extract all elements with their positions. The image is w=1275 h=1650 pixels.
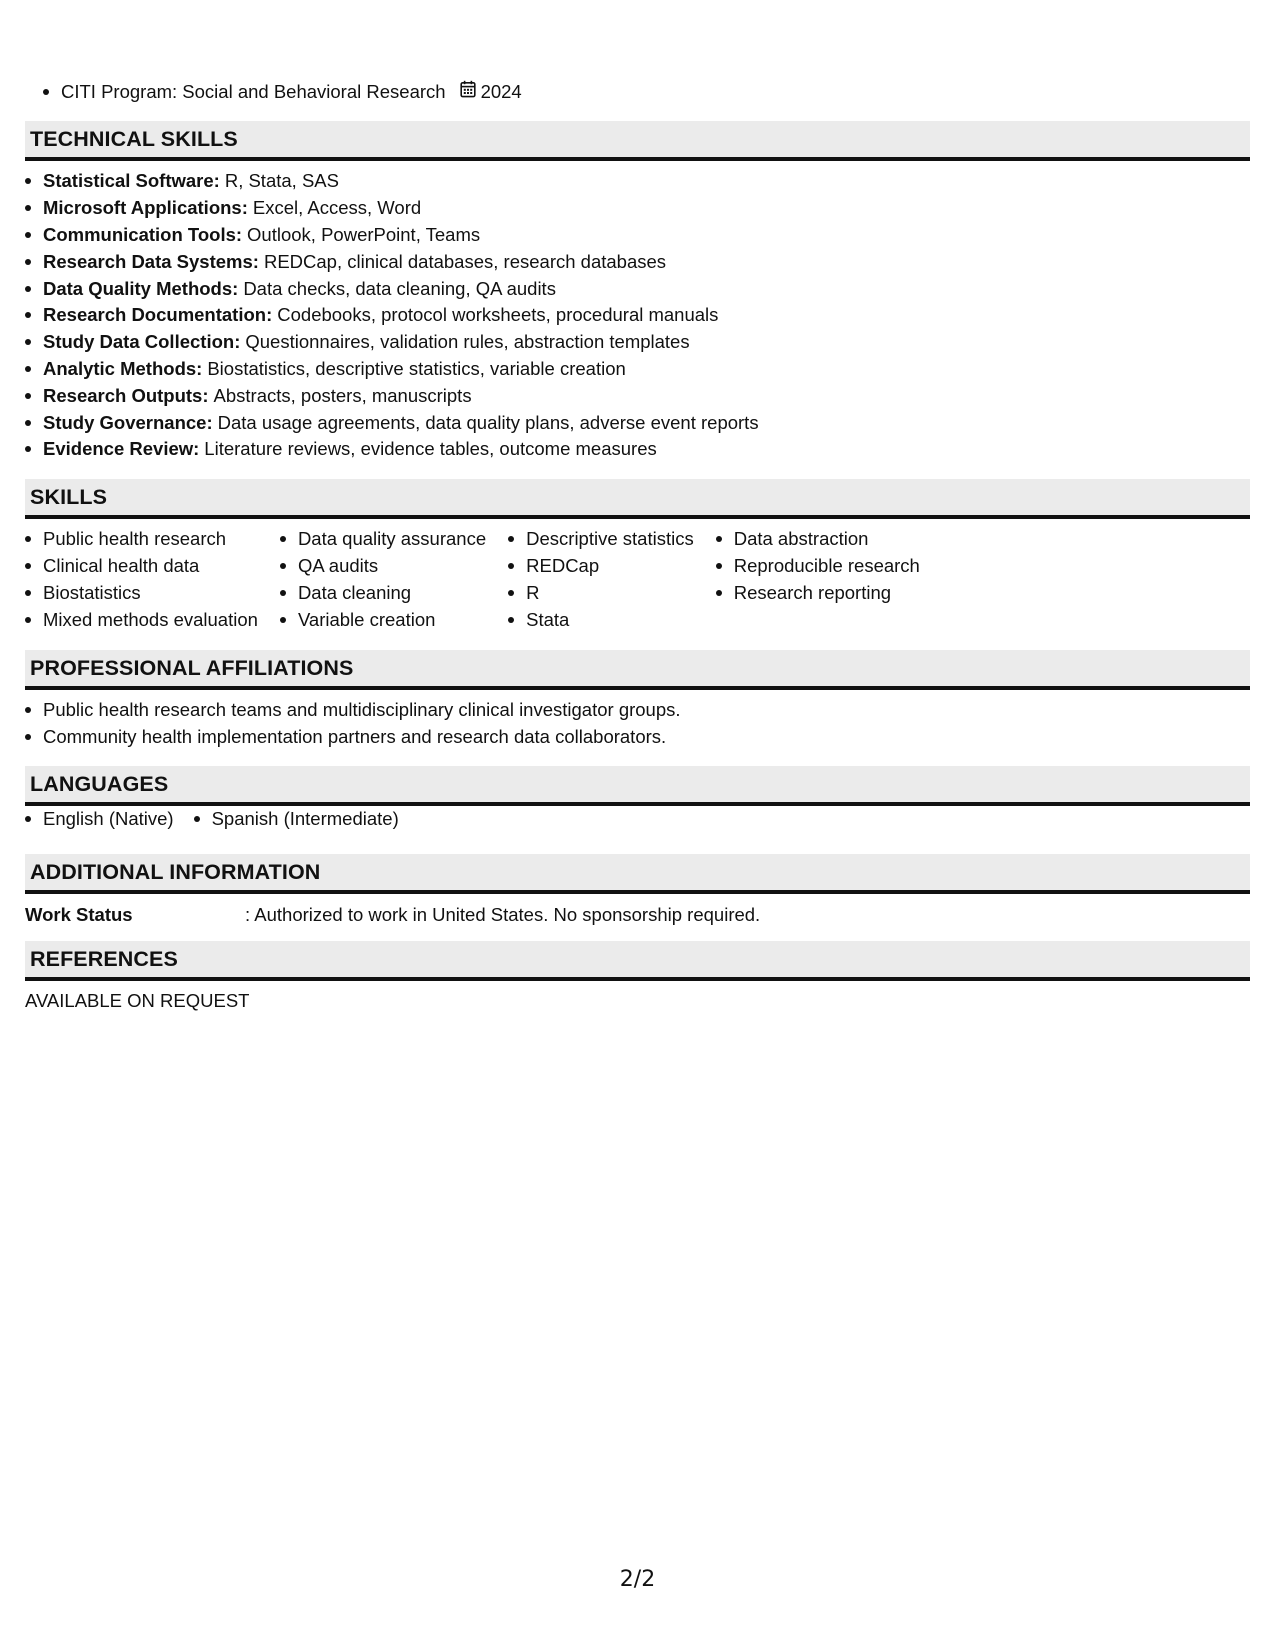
bullet: [508, 536, 514, 542]
bullet: [25, 816, 31, 822]
bullet: [508, 617, 514, 623]
skill-name: Reproducible research: [733, 555, 920, 577]
list-item: [194, 806, 399, 833]
list-item: [25, 382, 1250, 409]
list-item: [25, 724, 1250, 751]
bullet: [25, 446, 31, 452]
skill-value: Outlook, PowerPoint, Teams: [247, 223, 481, 245]
section-title: ADDITIONAL INFORMATION: [25, 854, 1250, 894]
bullet: [280, 563, 286, 569]
bullet: [25, 178, 31, 184]
skill-term: Research Outputs:: [43, 384, 209, 406]
skill-name: Public health research: [43, 528, 227, 550]
skill-value: Codebooks, protocol worksheets, procedural manuals: [277, 304, 719, 326]
list-item: [25, 409, 1250, 436]
skill-term: Microsoft Applications:: [43, 197, 248, 219]
bullet: [280, 536, 286, 542]
work-status-value: : Authorized to work in United States. No sponsorship required.: [245, 904, 761, 925]
skill-value: Data checks, data cleaning, QA audits: [243, 277, 556, 299]
list-item: [508, 553, 694, 580]
list-item: [25, 580, 258, 607]
page-number: 2/2: [619, 1567, 656, 1592]
list-item: [25, 222, 1250, 249]
skill-value: Abstracts, posters, manuscripts: [213, 384, 472, 406]
list-item: [25, 356, 1250, 383]
skill-term: Communication Tools:: [43, 223, 243, 245]
skill-term: Evidence Review:: [43, 438, 200, 460]
certification-year: 2024: [480, 81, 522, 102]
additional-information-section: [25, 854, 1250, 928]
bullet: [25, 366, 31, 372]
bullet: [25, 312, 31, 318]
list-item: [25, 526, 258, 553]
skill-term: Study Governance:: [43, 411, 213, 433]
languages-section: [25, 766, 1250, 833]
list-item: [25, 806, 174, 833]
bullet: [25, 590, 31, 596]
bullet: [25, 259, 31, 265]
skill-value: Excel, Access, Word: [252, 197, 422, 219]
skill-name: R: [526, 581, 540, 603]
bullet: [716, 536, 722, 542]
list-item: [25, 302, 1250, 329]
skills-column: [508, 526, 694, 633]
bullet: [25, 536, 31, 542]
section-title: TECHNICAL SKILLS: [25, 121, 1250, 161]
list-item: [508, 606, 694, 633]
technical-skills-list: [25, 168, 1250, 463]
list-item: [280, 526, 486, 553]
bullet: [43, 89, 49, 95]
section-title: PROFESSIONAL AFFILIATIONS: [25, 650, 1250, 690]
list-item: [25, 606, 258, 633]
skill-value: R, Stata, SAS: [224, 170, 339, 192]
bullet: [716, 563, 722, 569]
skill-name: Clinical health data: [43, 555, 200, 577]
work-status-label: Work Status: [25, 904, 133, 925]
skill-name: Data quality assurance: [297, 528, 487, 550]
skill-term: Statistical Software:: [43, 170, 220, 192]
affiliation-text: Community health implementation partners and research data collaborators.: [43, 726, 667, 748]
skill-name: REDCap: [526, 555, 600, 577]
list-item: [25, 275, 1250, 302]
bullet: [25, 707, 31, 713]
skill-value: Biostatistics, descriptive statistics, variable creation: [207, 357, 626, 379]
skill-value: REDCap, clinical databases, research databases: [263, 250, 667, 272]
bullet: [25, 617, 31, 623]
bullet: [25, 420, 31, 426]
skills-grid: [25, 519, 1250, 633]
list-item: [508, 526, 694, 553]
affiliation-text: Public health research teams and multidisciplinary clinical investigator groups.: [43, 699, 681, 721]
skill-name: QA audits: [297, 555, 379, 577]
skills-column: [716, 526, 920, 633]
bullet: [508, 563, 514, 569]
languages-list: [25, 806, 1250, 833]
list-item: [25, 329, 1250, 356]
skill-term: Research Documentation:: [43, 304, 273, 326]
skill-name: Biostatistics: [43, 581, 141, 603]
bullet: [25, 393, 31, 399]
list-item: [280, 553, 486, 580]
certification-item: [43, 79, 522, 105]
skill-term: Research Data Systems:: [43, 250, 259, 272]
list-item: [25, 248, 1250, 275]
work-status-row: [25, 894, 1250, 928]
list-item: [25, 195, 1250, 222]
skill-name: Variable creation: [297, 608, 436, 630]
bullet: [25, 563, 31, 569]
certification-name: CITI Program: Social and Behavioral Research: [61, 81, 446, 102]
list-item: [716, 526, 920, 553]
skills-column: [25, 526, 258, 633]
list-item: [716, 553, 920, 580]
bullet: [25, 339, 31, 345]
bullet: [25, 205, 31, 211]
skills-section: [25, 479, 1250, 633]
bullet: [280, 590, 286, 596]
calendar-icon: [460, 79, 476, 105]
language-name: Spanish (Intermediate): [211, 808, 399, 830]
references-section: [25, 941, 1250, 1012]
skill-value: Questionnaires, validation rules, abstraction templates: [245, 331, 690, 353]
section-title: SKILLS: [25, 479, 1250, 519]
skill-value: Literature reviews, evidence tables, outcome measures: [204, 438, 657, 460]
skill-name: Data abstraction: [733, 528, 869, 550]
list-item: [25, 436, 1250, 463]
skill-name: Research reporting: [733, 581, 892, 603]
skills-column: [280, 526, 486, 633]
bullet: [194, 816, 200, 822]
affiliations-section: [25, 650, 1250, 751]
skill-name: Descriptive statistics: [526, 528, 694, 550]
bullet: [25, 286, 31, 292]
skill-name: Data cleaning: [297, 581, 412, 603]
list-item: [716, 580, 920, 607]
list-item: [25, 168, 1250, 195]
bullet: [508, 590, 514, 596]
bullet: [716, 590, 722, 596]
list-item: [280, 606, 486, 633]
technical-skills-section: [25, 121, 1250, 463]
bullet: [25, 232, 31, 238]
section-title: LANGUAGES: [25, 766, 1250, 806]
skill-value: Data usage agreements, data quality plans, adverse event reports: [217, 411, 759, 433]
affiliations-list: [25, 697, 1250, 751]
skill-term: Data Quality Methods:: [43, 277, 239, 299]
list-item: [280, 580, 486, 607]
section-title: REFERENCES: [25, 941, 1250, 981]
list-item: [508, 580, 694, 607]
list-item: [25, 697, 1250, 724]
skill-term: Study Data Collection:: [43, 331, 241, 353]
language-name: English (Native): [43, 808, 174, 830]
bullet: [280, 617, 286, 623]
skill-term: Analytic Methods:: [43, 357, 203, 379]
references-text: AVAILABLE ON REQUEST: [25, 990, 250, 1011]
skill-name: Mixed methods evaluation: [43, 608, 258, 630]
bullet: [25, 734, 31, 740]
skill-name: Stata: [526, 608, 570, 630]
list-item: [25, 553, 258, 580]
